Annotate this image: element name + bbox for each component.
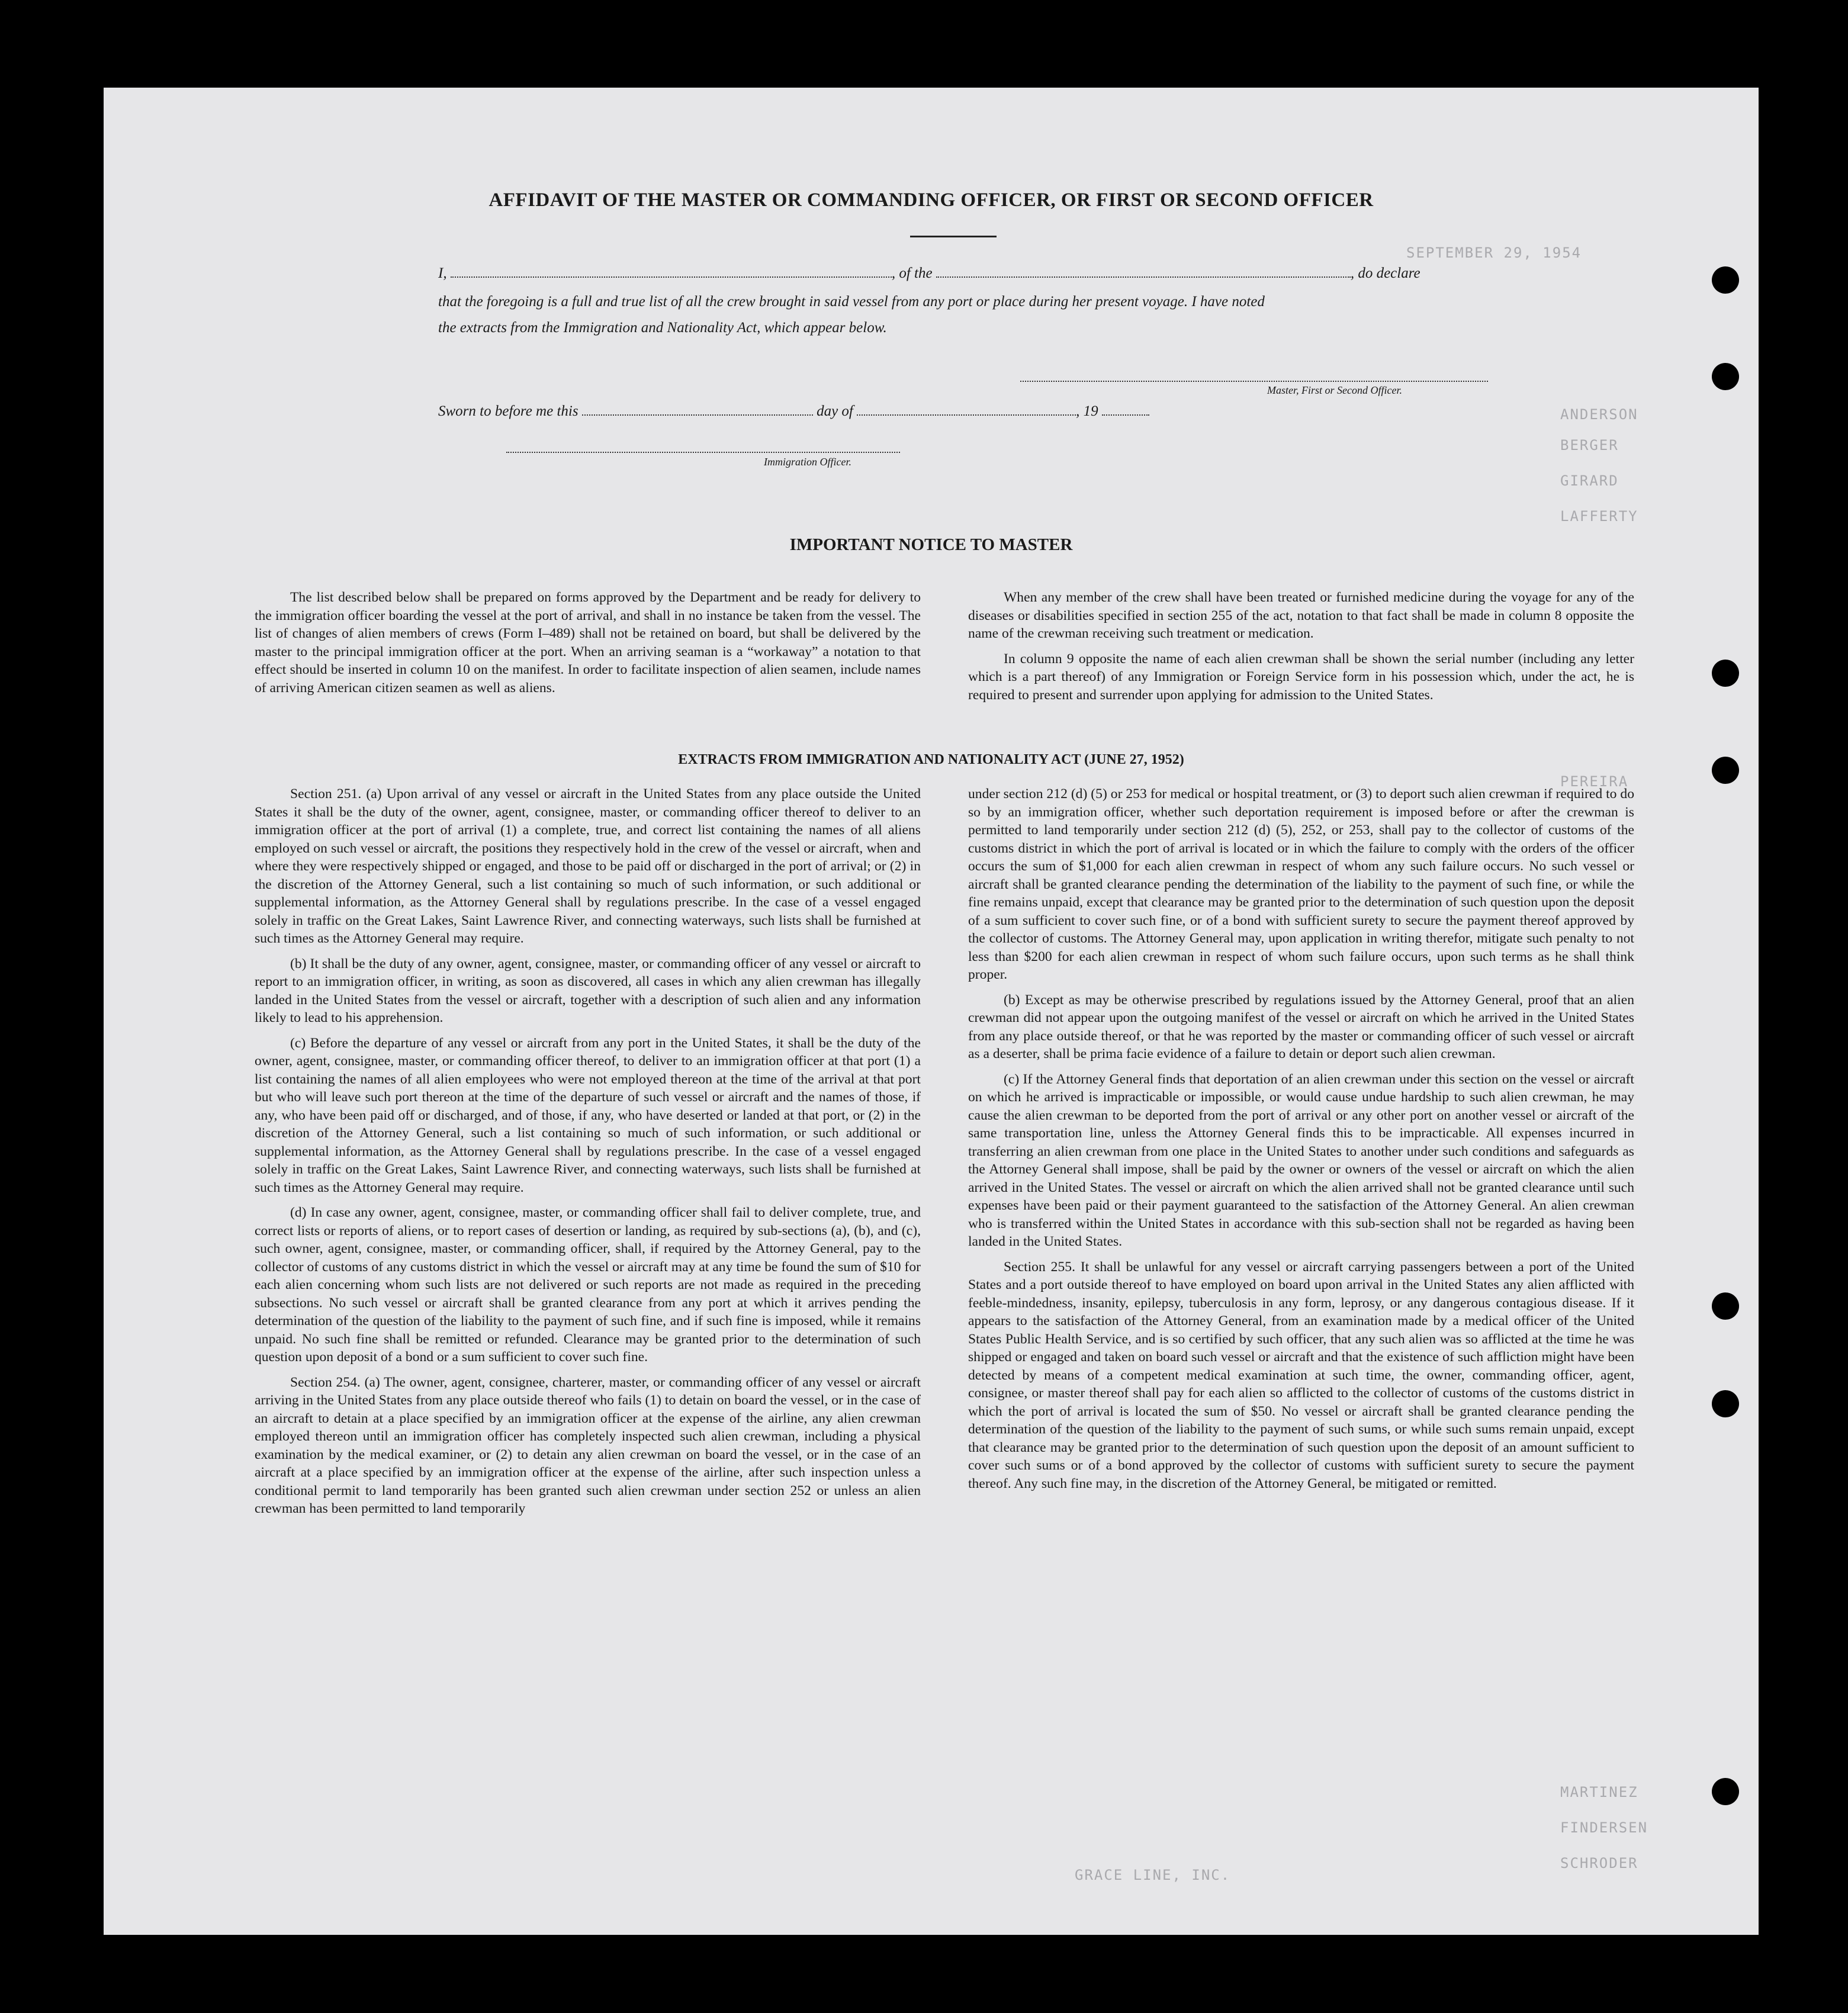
affidavit-line-2: that the foregoing is a full and true list of all the crew brought in said vessel from any port or place during her present voyage. I have noted <box>438 294 1265 310</box>
affidavit-title: AFFIDAVIT OF THE MASTER OR COMMANDING OFFICER, OR FIRST OR SECOND OFFICER <box>488 189 1374 211</box>
affidavit-declare: , do declare <box>1350 265 1420 281</box>
bleed-through-row: PEREIRA <box>1560 773 1629 790</box>
sworn-day-field[interactable] <box>582 404 813 416</box>
officer-signature-line[interactable] <box>506 452 900 453</box>
affidavit-line-1 <box>438 265 1420 282</box>
punch-hole <box>1712 660 1739 687</box>
punch-hole <box>1712 1292 1739 1320</box>
extracts-left-column <box>255 785 921 1525</box>
bleed-through-row: SCHRODER <box>1560 1855 1638 1871</box>
notice-right-column <box>968 589 1634 711</box>
sworn-month-field[interactable] <box>857 404 1076 416</box>
officer-caption: Immigration Officer. <box>764 456 851 468</box>
bleed-through-row: FINDERSEN <box>1560 1819 1648 1836</box>
master-signature-line[interactable] <box>1020 381 1488 382</box>
punch-hole <box>1712 1390 1739 1417</box>
affidavit-of-the: , of the <box>891 265 933 281</box>
sworn-text: Sworn to before me this <box>438 403 578 419</box>
sworn-year-field[interactable] <box>1102 404 1149 416</box>
vessel-field[interactable] <box>936 266 1351 278</box>
section-paragraph: (b) It shall be the duty of any owner, agent, consignee, master, or commanding officer of any vessel or aircraft to report to an immigration officer, in writing, as soon as discovered, all cases in which any alien crewman has illegally landed in the United States from the vessel or aircraft, together with a description of such alien and any information likely to lead to his apprehension. <box>255 956 921 1025</box>
notice-paragraph: When any member of the crew shall have been treated or furnished medicine during the voyage for any of the diseases or disabilities specified in section 255 of the act, notation to that fact shall be made in column 8 opposite the name of the crewman receiving such treatment or medication. <box>968 590 1634 641</box>
notice-left-column <box>255 589 921 704</box>
notice-paragraph: In column 9 opposite the name of each alien crewman shall be shown the serial number (including any letter which is a part thereof) of any Immigration or Foreign Service form in his possession which, under the act, he is required to present and surrender upon applying for admission to the United States. <box>968 651 1634 703</box>
day-of-text: day of <box>817 403 853 419</box>
notice-title: IMPORTANT NOTICE TO MASTER <box>789 535 1073 554</box>
punch-hole <box>1712 363 1739 390</box>
extracts-right-column <box>968 785 1634 1500</box>
section-paragraph: Section 254. (a) The owner, agent, consignee, charterer, master, or commanding officer of any vessel or aircraft arriving in the United States from any place outside thereof who fails (1) to detain on board the vessel, or in the case of an aircraft to detain at a place specified by an immigration officer at the expense of the airline, any alien crewman employed thereon until an immigration officer has completely inspected such alien crewman, including a physical examination by the medical examiner, or (2) to detain any alien crewman on board the vessel, or in the case of an aircraft at a place specified by an immigration officer at the expense of the airline, after such inspection unless a conditional permit to land temporarily has been granted such alien crewman under section 252 or unless an alien crewman has been permitted to land temporarily <box>255 1374 921 1516</box>
bleed-through-footer: GRACE LINE, INC. <box>1075 1867 1231 1883</box>
bleed-through-row: ANDERSON <box>1560 406 1638 423</box>
section-paragraph: Section 251. (a) Upon arrival of any vessel or aircraft in the United States from any place outside the United States it shall be the duty of the owner, agent, consignee, master, or commanding officer thereof to deliver to an immigration officer at the port of arrival (1) a complete, true, and correct list containing the names of all aliens employed on such vessel or aircraft, the positions they respectively hold in the crew of the vessel or aircraft, when and where they were respectively shipped or engaged, and those to be paid off or discharged in the port of arrival; or (2) in the discretion of the Attorney General, such a list containing so much of such information, or such additional or supplemental information, as the Attorney General shall by regulations prescribe. In the case of a vessel engaged solely in traffic on the Great Lakes, Saint Lawrence River, and connecting waterways, such lists shall be furnished at such times as the Attorney General may require. <box>255 786 921 946</box>
affidavit-line-3: the extracts from the Immigration and Nationality Act, which appear below. <box>438 320 887 336</box>
affidavit-i: I, <box>438 265 447 281</box>
year-prefix: , 19 <box>1076 403 1098 419</box>
section-paragraph: (c) If the Attorney General finds that deportation of an alien crewman under this section on the vessel or aircraft on which he arrived is impracticable or impossible, or would cause undue hardship to such alien crewman, he may cause the alien crewman to be deported from the port of arrival or any other port on another vessel or aircraft of the same transportation line, unless the Attorney General finds this to be impracticable. All expenses incurred in transferring an alien crewman from one place in the United States to another under such conditions and safeguards as the Attorney General shall impose, shall be paid by the owner or owners of the vessel or aircraft on which the alien arrived in the United States. The vessel or aircraft on which the alien arrived shall not be granted clearance until such expenses have been paid or their payment guaranteed to the satisfaction of the Attorney General. An alien crewman who is transferred within the United States in accordance with this sub-section shall not be regarded as having been landed in the United States. <box>968 1071 1634 1249</box>
section-paragraph: Section 255. It shall be unlawful for any vessel or aircraft carrying passengers between a port of the United States and a port outside thereof to have employed on board upon arrival in the United States any alien afflicted with feeble-mindedness, insanity, epilepsy, tuberculosis in any form, leprosy, or any dangerous contagious disease. If it appears to the satisfaction of the Attorney General, from an examination made by a medical officer of the United States Public Health Service, and is so certified by such officer, that any such alien was so afflicted at the time he was shipped or engaged and taken on board such vessel or aircraft and that the existence of such affliction might have been detected by means of a competent medical examination at such time, the owner, commanding officer, agent, consignee, or master thereof shall pay for each alien so afflicted to the collector of customs of the customs district in which the port of arrival is located the sum of $50. No vessel or aircraft shall be granted clearance pending the determination of the question of the liability to the payment of such sums, or while such sums remain unpaid, except that clearance may be granted prior to the determination of such question upon the deposit of an amount sufficient to cover such sums or of a bond approved by the collector of customs with sufficient surety to secure the payment thereof. Any such fine may, in the discretion of the Attorney General, be mitigated or remitted. <box>968 1259 1634 1491</box>
section-paragraph: under section 212 (d) (5) or 253 for medical or hospital treatment, or (3) to deport such alien crewman if required to do so by an immigration officer, whether such deportation requirement is imposed before or after the crewman is permitted to land temporarily under section 212 (d) (5), 252, or 253, shall pay to the collector of customs of the customs district in which the port of arrival is located or in which the failure to comply with the orders of the officer occurs the sum of $1,000 for each alien crewman in respect of whom any such failure occurs. No such vessel or aircraft shall be granted clearance pending the determination of the liability to the payment of such fine, or while the fine remains unpaid, except that clearance may be granted prior to the determination of such question upon the deposit of a sum sufficient to cover such fine, or of a bond with sufficient surety to secure the payment thereof approved by the collector of customs. The Attorney General may, upon application in writing therefor, mitigate such penalty to not less than $200 for each alien crewman in respect of whom such failure occurs, upon such terms as he shall think proper. <box>968 786 1634 982</box>
master-caption: Master, First or Second Officer. <box>1267 384 1402 396</box>
bleed-through-row: GIRARD <box>1560 472 1619 489</box>
title-underline <box>910 236 997 237</box>
section-paragraph: (d) In case any owner, agent, consignee, master, or commanding officer shall fail to deliver complete, true, and correct lists or reports of aliens, or to report cases of desertion or landing, as required by sub-sections (a), (b), and (c), such owner, agent, consignee, master, or commanding officer, shall, if required by the Attorney General, pay to the collector of customs of any customs district in which the vessel or aircraft may at any time be found the sum of $10 for each alien concerning whom such lists are not delivered or such reports are not made as required in the preceding subsections. No such vessel or aircraft shall be granted clearance from any port at which it arrives pending the determination of the question of the liability to the payment of such fine, and if such fine is imposed, while it remains unpaid. No such fine shall be remitted or refunded. Clearance may be granted prior to the determination of such question upon deposit of a bond or a sum sufficient to cover such fine. <box>255 1205 921 1365</box>
punch-hole <box>1712 1778 1739 1805</box>
bleed-through-header: SEPTEMBER 29, 1954 <box>1406 245 1582 261</box>
bleed-through-row: BERGER <box>1560 437 1619 454</box>
sworn-line <box>438 403 1149 420</box>
extracts-title: EXTRACTS FROM IMMIGRATION AND NATIONALITY ACT (JUNE 27, 1952) <box>678 752 1184 767</box>
form-page <box>104 88 1759 1935</box>
notice-paragraph: The list described below shall be prepared on forms approved by the Department and be ready for delivery to the immigration officer boarding the vessel at the port of arrival, and shall in no instance be taken from the vessel. The list of changes of alien members of crews (Form I–489) shall not be retained on board, but shall be delivered by the master to the principal immigration officer at the port. When an arriving seaman is a “workaway” a notation to that effect should be inserted in column 10 on the manifest. In order to facilitate inspection of alien seamen, include names of arriving American citizen seamen as well as aliens. <box>255 590 921 696</box>
punch-hole <box>1712 266 1739 294</box>
section-paragraph: (c) Before the departure of any vessel or aircraft from any port in the United States, it shall be the duty of the owner, agent, consignee, master, or commanding officer thereof, to deliver to an immigration officer at that port (1) a list containing the names of all alien employees who were not employed thereon at the time of the arrival at that port but who will leave such port thereon at the time of the departure of such vessel or aircraft and the names of those, if any, who have been paid off or discharged, and of those, if any, who have deserted or landed at that port, or (2) in the discretion of the Attorney General, such a list containing so much of such information, or such additional or supplemental information, as the Attorney General shall by regulations prescribe. In the case of a vessel engaged solely in traffic on the Great Lakes, Saint Lawrence River, and connecting waterways, such lists shall be furnished at such times as the Attorney General may require. <box>255 1035 921 1195</box>
section-paragraph: (b) Except as may be otherwise prescribed by regulations issued by the Attorney General, proof that an alien crewman did not appear upon the outgoing manifest of the vessel or aircraft on which he arrived in the United States from any place outside thereof, or that he was reported by the master or commanding officer of such vessel or aircraft as a deserter, shall be prima facie evidence of a failure to detain or deport such alien crewman. <box>968 992 1634 1062</box>
bleed-through-row: LAFFERTY <box>1560 508 1638 525</box>
bleed-through-row: MARTINEZ <box>1560 1784 1638 1800</box>
name-field[interactable] <box>451 266 892 278</box>
